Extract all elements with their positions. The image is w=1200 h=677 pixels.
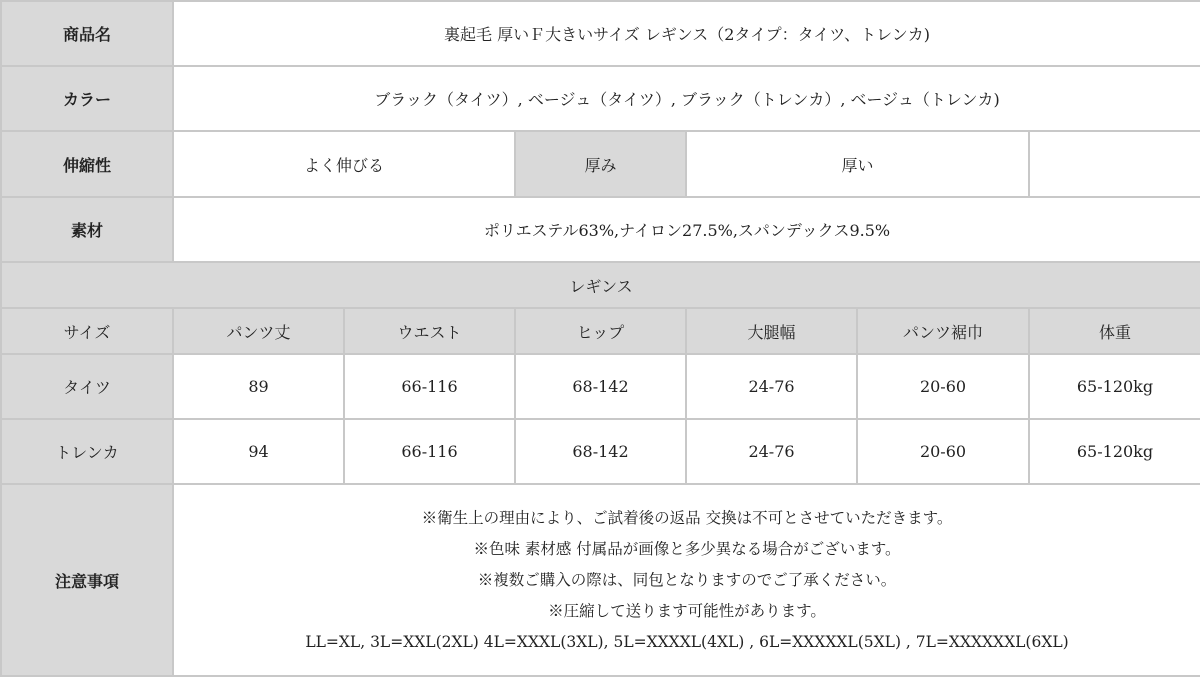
table-cell: 66-116 — [344, 354, 515, 419]
table-cell: 89 — [173, 354, 344, 419]
material-label: 素材 — [1, 197, 173, 262]
table-row — [1, 354, 1200, 419]
stretch-label: 伸縮性 — [1, 131, 173, 197]
material-row — [1, 197, 1200, 262]
table-cell: 24-76 — [686, 419, 857, 484]
color-label: カラー — [1, 66, 173, 131]
product-name-value: 裏起毛 厚いＦ大きいサイズ レギンス（2タイプ：タイツ、トレンカ) — [173, 1, 1200, 66]
table-cell: 20-60 — [857, 419, 1029, 484]
color-row — [1, 66, 1200, 131]
header-hem-width: パンツ裾巾 — [857, 308, 1029, 354]
size-header-row — [1, 308, 1200, 354]
notes-row — [1, 484, 1200, 676]
table-cell: 20-60 — [857, 354, 1029, 419]
header-waist: ウエスト — [344, 308, 515, 354]
stretch-value: よく伸びる — [173, 131, 515, 197]
header-pants-length: パンツ丈 — [173, 308, 344, 354]
thickness-label: 厚み — [515, 131, 686, 197]
header-hip: ヒップ — [515, 308, 686, 354]
table-row — [1, 419, 1200, 484]
header-weight: 体重 — [1029, 308, 1200, 354]
table-cell: 65-120kg — [1029, 419, 1200, 484]
note-line: ※圧縮して送ります可能性があります。 — [548, 601, 826, 620]
notes-label: 注意事項 — [1, 484, 173, 676]
section-title-row — [1, 262, 1200, 308]
note-line: ※色味 素材感 付属品が画像と多少異なる場合がございます。 — [473, 539, 901, 558]
table-cell: 65-120kg — [1029, 354, 1200, 419]
notes-content — [173, 484, 1200, 676]
table-cell: 24-76 — [686, 354, 857, 419]
size-conversion-line: LL=XL, 3L=XXL(2XL) 4L=XXXL(3XL), 5L=XXXXL(4XL) , 6L=XXXXXL(5XL) , 7L=XXXXXXL(6XL) — [305, 632, 1069, 651]
product-name-row — [1, 1, 1200, 66]
empty-cell — [1029, 131, 1200, 197]
note-line: ※衛生上の理由により、ご試着後の返品 交換は不可とさせていただきます。 — [421, 508, 953, 527]
note-line: ※複数ご購入の際は、同包となりますのでご了承ください。 — [477, 570, 897, 589]
table-cell: 68-142 — [515, 419, 686, 484]
size-section-title: レギンス — [1, 262, 1200, 308]
table-cell: 94 — [173, 419, 344, 484]
table-cell: 66-116 — [344, 419, 515, 484]
header-size: サイズ — [1, 308, 173, 354]
material-value: ポリエステル63%,ナイロン27.5%,スパンデックス9.5% — [173, 197, 1200, 262]
table-cell: 68-142 — [515, 354, 686, 419]
row-type-label: タイツ — [1, 354, 173, 419]
stretch-row — [1, 131, 1200, 197]
thickness-value: 厚い — [686, 131, 1029, 197]
product-name-label: 商品名 — [1, 1, 173, 66]
row-type-label: トレンカ — [1, 419, 173, 484]
header-thigh-width: 大腿幅 — [686, 308, 857, 354]
color-value: ブラック（タイツ）, ベージュ（タイツ）, ブラック（トレンカ）, ベージュ（トレンカ) — [173, 66, 1200, 131]
